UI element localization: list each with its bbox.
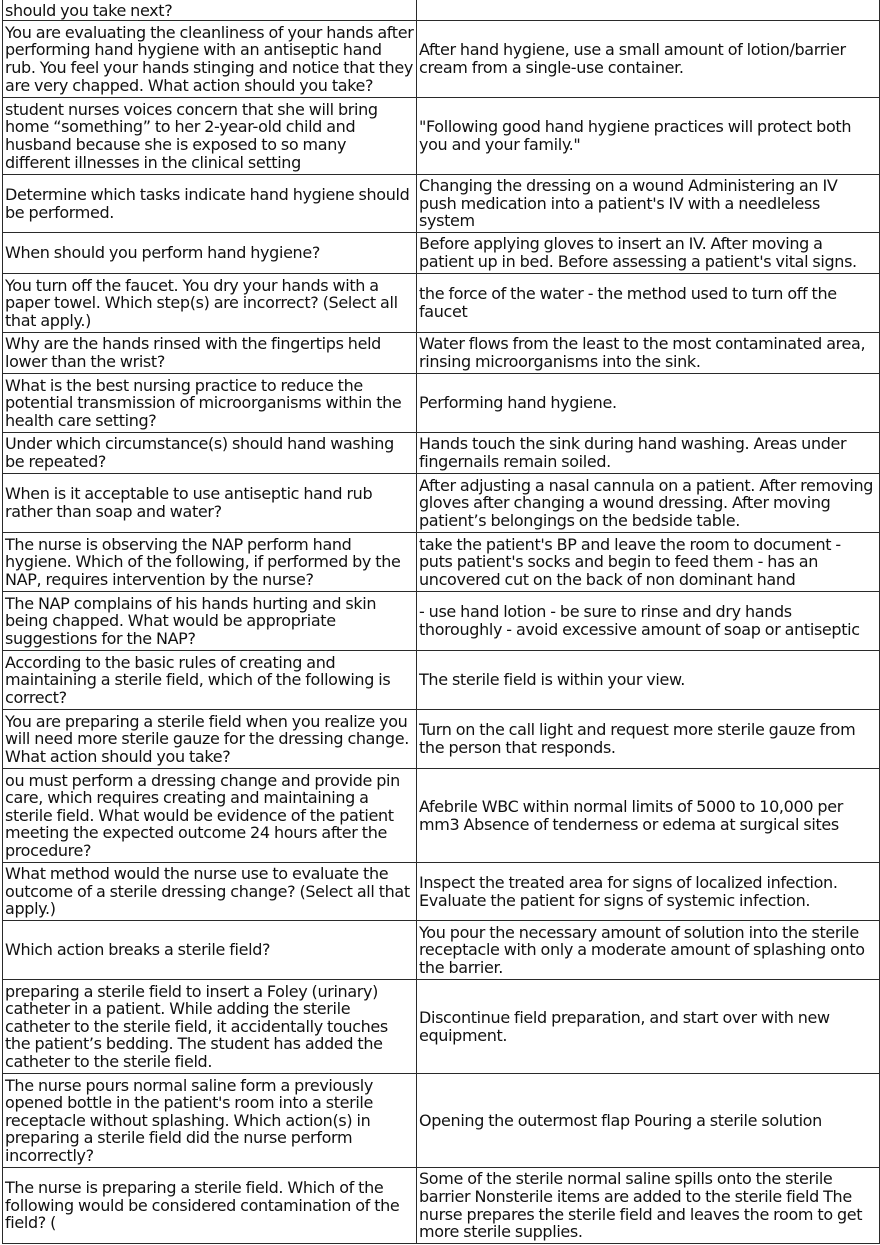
term-cell: should you take next? [3,0,417,21]
term-cell: When is it acceptable to use antiseptic hand rub rather than soap and water? [3,474,417,533]
term-cell: You are evaluating the cleanliness of your hands after performing hand hygiene with an antiseptic hand rub. You feel your hands stinging and notice that they are very chapped. What action should you take? [3,21,417,98]
term-cell: student nurses voices concern that she will bring home “something” to her 2-year-old child and husband because she is exposed to so many different illnesses in the clinical setting [3,98,417,175]
definition-cell: Turn on the call light and request more sterile gauze from the person that responds. [417,710,880,769]
table-row [3,921,880,980]
table-row [3,333,880,374]
definition-cell: Afebrile WBC within normal limits of 5000 to 10,000 per mm3 Absence of tenderness or edema at surgical sites [417,769,880,863]
table-row [3,863,880,921]
table-body [3,0,880,1244]
table-row [3,21,880,98]
table-row [3,980,880,1074]
term-cell: What method would the nurse use to evaluate the outcome of a sterile dressing change? (Select all that apply.) [3,863,417,921]
table-row [3,651,880,710]
definition-cell: Opening the outermost flap Pouring a sterile solution [417,1074,880,1168]
table-row [3,98,880,175]
definition-cell: You pour the necessary amount of solution into the sterile receptacle with only a moderate amount of splashing onto the barrier. [417,921,880,980]
table-row [3,1074,880,1168]
definition-cell: Before applying gloves to insert an IV. After moving a patient up in bed. Before assessing a patient's vital signs. [417,233,880,274]
table-row [3,274,880,333]
flashcard-table [2,0,880,1244]
definition-cell [417,0,880,21]
term-cell: Under which circumstance(s) should hand washing be repeated? [3,433,417,474]
term-cell: The NAP complains of his hands hurting and skin being chapped. What would be appropriate suggestions for the NAP? [3,592,417,651]
table-row [3,769,880,863]
definition-cell: After adjusting a nasal cannula on a patient. After removing gloves after changing a wound dressing. After moving patient’s belongings on the bedside table. [417,474,880,533]
definition-cell: "Following good hand hygiene practices will protect both you and your family." [417,98,880,175]
definition-cell: Hands touch the sink during hand washing. Areas under fingernails remain soiled. [417,433,880,474]
term-cell: Which action breaks a sterile field? [3,921,417,980]
term-cell: What is the best nursing practice to reduce the potential transmission of microorganisms within the health care setting? [3,374,417,433]
definition-cell: Some of the sterile normal saline spills onto the sterile barrier Nonsterile items are added to the sterile field The nurse prepares the sterile field and leaves the room to get more sterile supplies. [417,1168,880,1244]
table-row [3,710,880,769]
term-cell: preparing a sterile field to insert a Foley (urinary) catheter in a patient. While adding the sterile catheter to the sterile field, it accidentally touches the patient’s bedding. The student has added the catheter to the sterile field. [3,980,417,1074]
definition-cell: the force of the water - the method used to turn off the faucet [417,274,880,333]
definition-cell: Changing the dressing on a wound Administering an IV push medication into a patient's IV with a needleless system [417,175,880,233]
table-row [3,374,880,433]
definition-cell: Discontinue field preparation, and start over with new equipment. [417,980,880,1074]
table-row [3,592,880,651]
table-row [3,175,880,233]
table-row [3,533,880,592]
definition-cell: - use hand lotion - be sure to rinse and dry hands thoroughly - avoid excessive amount of soap or antiseptic [417,592,880,651]
definition-cell: take the patient's BP and leave the room to document - puts patient's socks and begin to feed them - has an uncovered cut on the back of non dominant hand [417,533,880,592]
term-cell: ou must perform a dressing change and provide pin care, which requires creating and maintaining a sterile field. What would be evidence of the patient meeting the expected outcome 24 hours after the procedure? [3,769,417,863]
table-row [3,0,880,21]
table-row [3,1168,880,1244]
definition-cell: The sterile field is within your view. [417,651,880,710]
term-cell: Determine which tasks indicate hand hygiene should be performed. [3,175,417,233]
term-cell: The nurse pours normal saline form a previously opened bottle in the patient's room into a sterile receptacle without splashing. Which action(s) in preparing a sterile field did the nurse perform incorrectly? [3,1074,417,1168]
term-cell: When should you perform hand hygiene? [3,233,417,274]
term-cell: You turn off the faucet. You dry your hands with a paper towel. Which step(s) are incorrect? (Select all that apply.) [3,274,417,333]
term-cell: Why are the hands rinsed with the fingertips held lower than the wrist? [3,333,417,374]
definition-cell: Inspect the treated area for signs of localized infection. Evaluate the patient for signs of systemic infection. [417,863,880,921]
term-cell: According to the basic rules of creating and maintaining a sterile field, which of the following is correct? [3,651,417,710]
table-row [3,474,880,533]
definition-cell: Water flows from the least to the most contaminated area, rinsing microorganisms into the sink. [417,333,880,374]
definition-cell: After hand hygiene, use a small amount of lotion/barrier cream from a single-use container. [417,21,880,98]
term-cell: The nurse is preparing a sterile field. Which of the following would be considered contamination of the field? ( [3,1168,417,1244]
term-cell: You are preparing a sterile field when you realize you will need more sterile gauze for the dressing change. What action should you take? [3,710,417,769]
table-row [3,433,880,474]
table-row [3,233,880,274]
term-cell: The nurse is observing the NAP perform hand hygiene. Which of the following, if performed by the NAP, requires intervention by the nurse? [3,533,417,592]
definition-cell: Performing hand hygiene. [417,374,880,433]
